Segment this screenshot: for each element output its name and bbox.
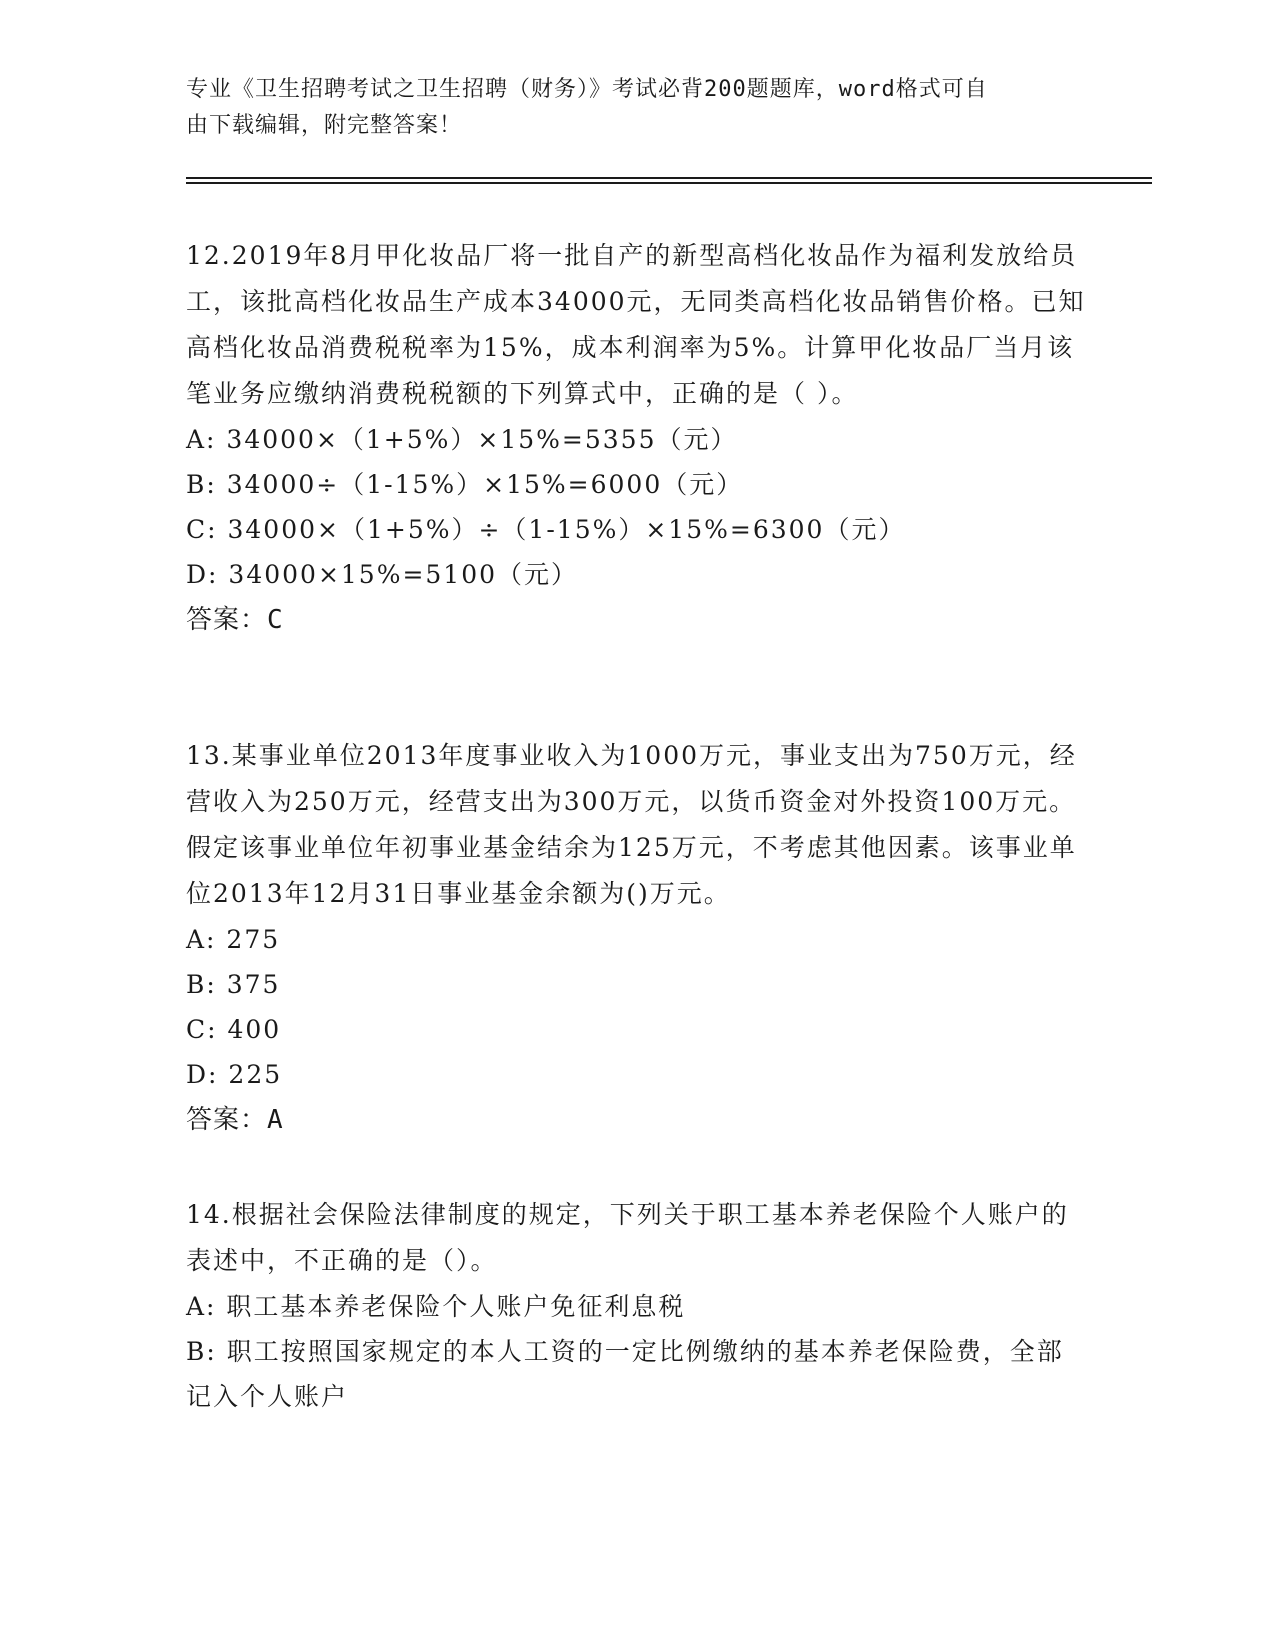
option-d: D: 34000×15%=5100（元） xyxy=(186,560,579,589)
header-divider-bottom xyxy=(186,182,1152,184)
header-line-2: 由下载编辑，附完整答案！ xyxy=(186,113,463,138)
answer: 答案：C xyxy=(186,605,284,635)
question-stem: 12.2019年8月甲化妆品厂将一批自产的新型高档化妆品作为福利发放给员工，该批高档化妆品生产成本34000元，无同类高档化妆品销售价格。已知高档化妆品消费税税率为15%，成本利润率为5%。计算甲化妆品厂当月该笔业务应缴纳消费税税额的下列算式中，正确的是（ ）。 xyxy=(186,241,1086,408)
option-d: D: 225 xyxy=(186,1060,283,1089)
question-13 xyxy=(186,733,1086,1143)
option-c: C: 34000×（1+5%）÷（1-15%）×15%=6300（元） xyxy=(186,515,906,544)
question-12 xyxy=(186,233,1086,643)
document-header xyxy=(186,72,1066,144)
option-a: A: 34000×（1+5%）×15%=5355（元） xyxy=(186,425,738,454)
option-b: B: 职工按照国家规定的本人工资的一定比例缴纳的基本养老保险费，全部记入个人账户 xyxy=(186,1337,1064,1411)
option-a: A: 275 xyxy=(186,925,281,954)
question-14 xyxy=(186,1192,1086,1419)
answer: 答案：A xyxy=(186,1105,284,1135)
option-c: C: 400 xyxy=(186,1015,282,1044)
header-divider-top xyxy=(186,177,1152,179)
question-stem: 13.某事业单位2013年度事业收入为1000万元，事业支出为750万元，经营收入为250万元，经营支出为300万元，以货币资金对外投资100万元。假定该事业单位年初事业基金结余为125万元，不考虑其他因素。该事业单位2013年12月31日事业基金余额为()万元。 xyxy=(186,741,1077,908)
option-a: A: 职工基本养老保险个人账户免征利息税 xyxy=(186,1292,686,1321)
option-b: B: 375 xyxy=(186,970,281,999)
question-stem: 14.根据社会保险法律制度的规定，下列关于职工基本养老保险个人账户的表述中，不正确的是（）。 xyxy=(186,1200,1069,1275)
option-b: B: 34000÷（1-15%）×15%=6000（元） xyxy=(186,470,744,499)
header-line-1: 专业《卫生招聘考试之卫生招聘（财务）》考试必背200题题库，word格式可自 xyxy=(186,77,988,102)
